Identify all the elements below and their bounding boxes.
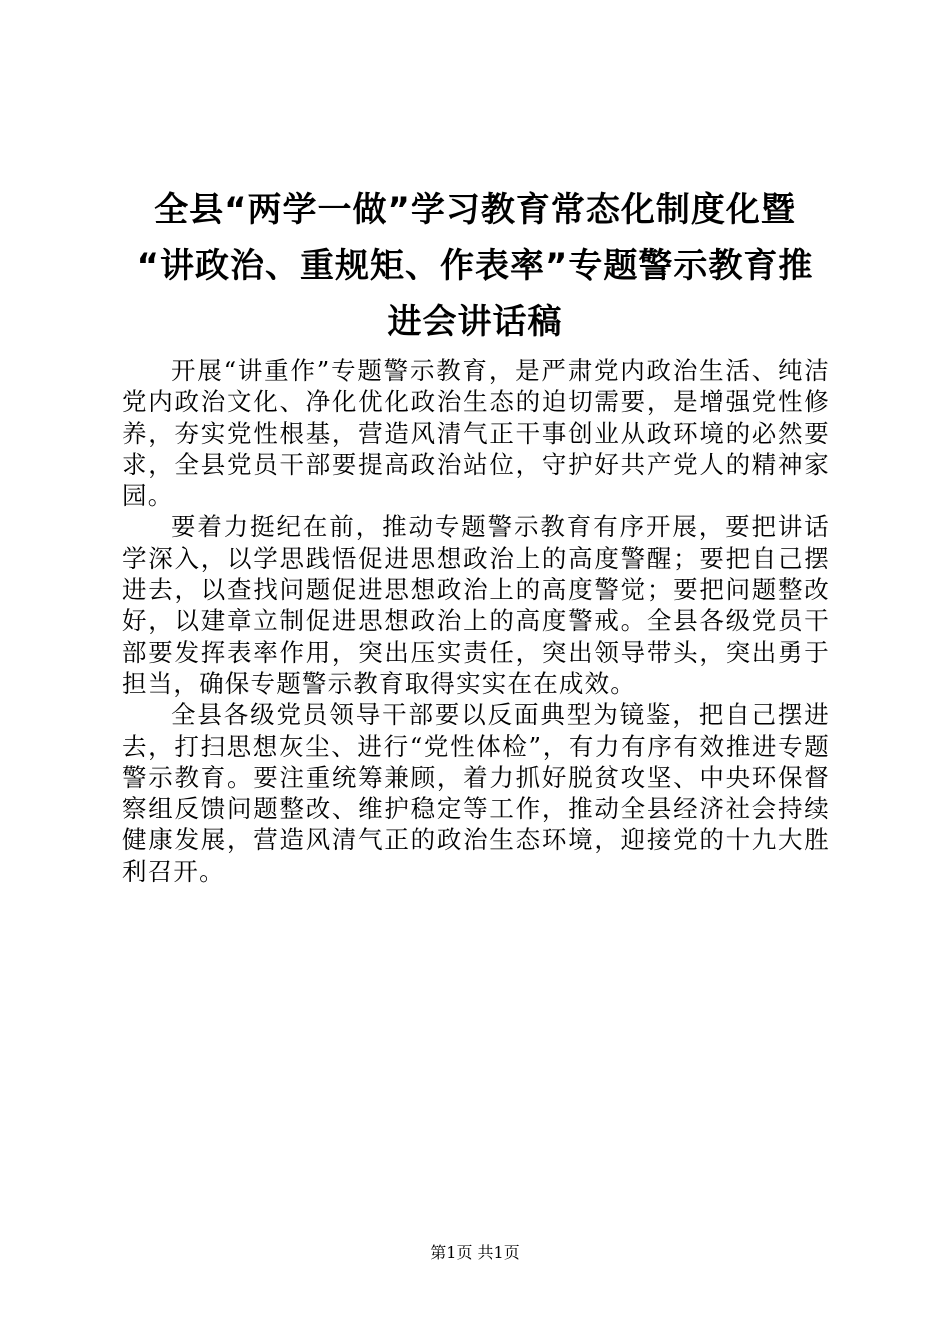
title-line-3: 进会讲话稿 [387,302,563,342]
title-line-2: “讲政治、重规矩、作表率”专题警示教育推 [136,246,814,286]
paragraph-1: 开展“讲重作”专题警示教育，是严肃党内政治生活、纯洁党内政治文化、净化优化政治生态的迫切需要，是增强党性修养，夯实党性根基，营造风清气正干事创业从政环境的必然要求，全县党员干部要提高政治站位，守护好共产党人的精神家园。 [122,356,830,511]
document-title [120,182,830,350]
paragraph-3: 全县各级党员领导干部要以反面典型为镜鉴，把自己摆进去，打扫思想灰尘、进行“党性体检”，有力有序有效推进专题警示教育。要注重统筹兼顾，着力抓好脱贫攻坚、中央环保督察组反馈问题整改、维护稳定等工作，推动全县经济社会持续健康发展，营造风清气正的政治生态环境，迎接党的十九大胜利召开。 [122,700,830,886]
title-line-1: 全县“两学一做”学习教育常态化制度化暨 [154,190,796,230]
paragraph-2: 要着力挺纪在前，推动专题警示教育有序开展，要把讲话学深入，以学思践悟促进思想政治上的高度警醒；要把自己摆进去，以查找问题促进思想政治上的高度警觉；要把问题整改好，以建章立制促进思想政治上的高度警戒。全县各级党员干部要发挥表率作用，突出压实责任，突出领导带头，突出勇于担当，确保专题警示教育取得实实在在成效。 [122,512,830,698]
document-body [122,355,830,887]
page-footer: 第1页 共1页 [430,1243,520,1262]
